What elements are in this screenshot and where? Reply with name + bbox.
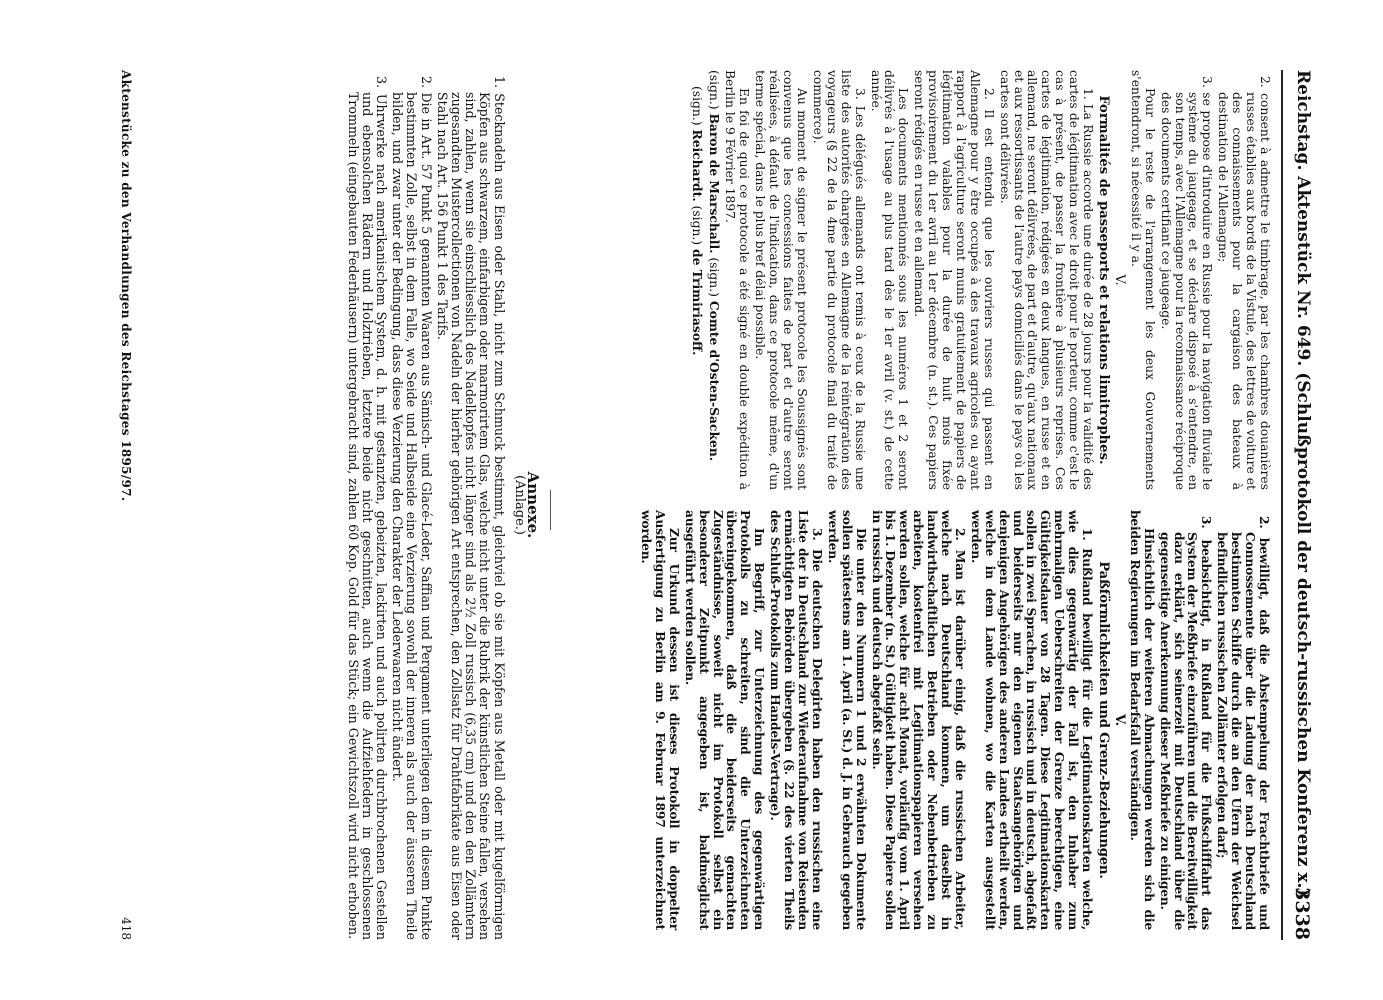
de-para-2: 2. Man ist darüber einig, daß die russischen Arbeiter, welche nach Deutschland kommen, um daselbst in landwirthschaftlichen Betrieben oder Nebenbetrieben zu arbeiten, kostenfrei mit Legitimationspapieren versehen werden sollen, welche für acht Monat, vorläufig vom 1. April bis 1. Dezember (n. St.) Gültigkeit haben. Diese Papiere sollen in russisch und deutsch abgefaßt sein.	[869, 510, 968, 930]
french-column	[687, 70, 1271, 490]
fr-section-title: Formalités de passeports et relations limitrophes.	[1096, 95, 1112, 465]
page-header	[1285, 70, 1317, 940]
de-item-2: 2. bewilligt, daß die Abstempelung der Frachtbriefe und Connossemente über die Ladung der nach Deutschland bestimmten Schiffe durch die an den Ufern der Weichsel befindlichen russischen Zollämter erfolgen darf;	[1215, 516, 1272, 930]
fr-para-5: Au moment de signer le présent protocole les Soussignés sont convenus que les concessions faites de part et d'autre seront réalisées, à défaut de l'indication, dans ce protocole même, d'un terme spécial, dans le plus bref délai possible.	[753, 70, 809, 490]
de-para-3: Die unter den Nummern 1 und 2 erwähnten Dokumente sollen spätestens am 1. April (a. St.) d. J. in Gebrauch gegeben werden.	[825, 510, 869, 930]
annex-item-2: 2. Die in Art. 57 Punkt 5 genannten Waaren aus Sämisch- und Glacé-Leder, Saffian und Pergament unterliegen dem in diesem Punkte bestimmten Zolle, selbst in dem Falle, wo Seide und Halbseide eine Verzierung sowohl der inneren als auch der äusseren Theile bilden, und zwar unter der Bedingung, dass diese Verzierung den Charakter der Lederwaaren nicht ändert.	[390, 76, 434, 940]
section-divider	[550, 490, 551, 530]
signatory-marschall: Baron de Marschall.	[706, 113, 722, 254]
de-para-rest: Hinsichtlich der weiteren Abmachungen werden sich die beiden Regierungen im Bedarfsfall verständigen.	[1127, 510, 1157, 930]
signatory-reichardt: Reichardt.	[689, 129, 705, 202]
annex-subtitle: (Anlage.)	[511, 475, 527, 535]
annex-item-3: 3. Uhrwerke nach amerikanischem System, d. h. mit gestanzten, gebeizten, lackirten und auch polirten durchbrochenen Gestellen und ebensolchen Rädern und Holztrieben, letztere beide nicht geschnitten, auch wenn die Aufziehfedern in geschlossenen Trommeln (eingebauten Federhäusern) untergebracht sind, zahlen 60 Kop. Gold für das Stück; ein Gewichtszoll wird nicht erhoben.	[345, 76, 389, 940]
sig-prefix: (sign.)	[689, 86, 704, 126]
fr-section-number: V.	[1111, 274, 1127, 286]
fr-signature-line-1	[706, 70, 721, 490]
german-column	[637, 510, 1271, 930]
de-para-6: Zur Urkund dessen ist dieses Protokoll in doppelter Ausfertigung zu Berlin am 9. Februar 1897 unterzeichnet worden.	[639, 510, 682, 930]
de-section-number: V.	[1111, 714, 1127, 726]
sig-prefix: (sign.)	[706, 70, 721, 110]
header-rule	[1281, 70, 1283, 940]
footer-title: Aktenstücke zu den Verhandlungen des Reichstages 1895/97.	[119, 70, 133, 502]
fr-para-1: 1. La Russie accorde une durée de 28 jours pour la validité des cartes de légitimation avec le droit pour le porteur, comme c'est le cas à présent, de passer la frontière à plusieurs reprises. Ces cartes de légitimation, rédigées en deux langues, en russe et en allemand, ne seront délivrées, de part et d'autre, qu'aux nationaux et aux ressortissants de l'autre pays domiciliés dans le pays où les cartes sont délivrées.	[997, 70, 1096, 490]
fr-para-6: En foi de quoi ce protocole a été signé en double expédition à Berlin le 9 Février 1897.	[723, 70, 752, 490]
fr-para-rest: Pour le reste de l'arrangement les deux Gouvernements s'entendront, si nécessité il y a.	[1128, 70, 1157, 490]
annex-item-1: 1. Stecknadeln aus Eisen oder Stahl, nicht zum Schmuck bestimmt, gleichviel ob sie mit Köpfen aus Metall oder mit kugelförmigen Köpfen aus schwarzem, einfarbigem oder marmorirtem Glas, welche nicht unter die Rubrik der künstlichen Steine fallen, versehen sind, zahlen, wenn sie einschliesslich des Nadelkopfes nicht länger sind als 2½ Zoll russisch (6,35 cm) und den den Zollämtern zugesandten Mustercollectionen von Nadeln der hierher gehörigen Art entsprechen, den Zollsatz für Drahtfabrikate aus Eisen oder Stahl nach Art. 156 Punkt 1 des Tarifs.	[434, 76, 507, 940]
page-number: 3338	[1291, 887, 1313, 940]
signatory-osten-sacken: Comte d'Osten-Sacken.	[706, 300, 722, 462]
de-para-1: 1. Rußland bewilligt für die Legitimationskarten welche, wie dies gegenwärtig der Fall ist, den Inhaber zum mehrmaligen Ueberschreiten der Grenze berechtigen, eine Gültigkeitsdauer von 28 Tagen. Diese Legitimationskarten sollen in zwei Sprachen, in russisch und in deutsch, abgefaßt und beiderseits nur den eigenen Staatsangehörigen und denjenigen Angehörigen des anderen Landes ertheilt werden, welche in dem Lande wohnen, wo die Karten ausgestellt werden.	[968, 510, 1096, 930]
de-para-4: 3. Die deutschen Delegirten haben den russischen eine Liste der in Deutschland zur Wiederaufnahme von Reisenden ermächtigten Behörden übergeben (§. 22 des vierten Theils des Schluß-Protokolls zum Handels-Vertrage).	[768, 510, 825, 930]
fr-item-3: 3. se propose d'introduire en Russie pour la navigation fluviale le système du jaugeage, et se déclare disposé à s'entendre, en son temps, avec l'Allemagne pour la reconnaissance réciproque des documents certifiant ce jaugeage.	[1158, 76, 1215, 490]
sig-prefix: (sign.)	[689, 205, 704, 246]
annex-section	[343, 70, 540, 940]
header-title: Reichstag. Aktenstück Nr. 649. (Schlußprotokoll der deutsch-russischen Konferenz x.)	[1293, 70, 1313, 897]
sig-prefix: (sign.)	[706, 257, 721, 297]
de-section-title: Paßförmlichkeiten und Grenz-Beziehungen.	[1096, 561, 1112, 879]
fr-signature-line-2	[689, 70, 704, 490]
fr-para-4: 3. Les délégués allemands ont remis à ceux de la Russie une liste des autorités chargées en Allemagne de la réintégration des voyageurs (§ 22 de la 4me partie du protocole final du traité de commerce).	[810, 70, 867, 490]
fr-para-2: 2. Il est entendu que les ouvriers russes qui passent en Allemagne pour y être occupés à des travaux agricoles ou ayant rapport à l'agriculture seront munis gratuitement de papiers de légitimation valables pour la durée de huit mois fixée provisoirement du 1er avril au 1er décembre (n. st.). Ces papiers seront rédigés en russe et en allemand.	[912, 70, 996, 490]
page-footer	[109, 70, 133, 940]
de-para-5: Im Begriff, zur Unterzeichnung des gegenwärtigen Protokolls zu schreiten, sind die Unterzeichneten übereingekommen, daß die beiderseits gemachten Zugeständnisse, soweit nicht im Protokoll selbst ein besonderer Zeitpunkt angegeben ist, baldmöglichst ausgeführt werden sollen.	[682, 510, 768, 930]
footer-page-number: 418	[119, 917, 133, 940]
fr-item-2: 2. consent à admettre le timbrage, par les chambres douanières russes établies aux bords de la Vistule, des lettres de voiture et des connaissements pour la cargaison des bateaux à destination de l'Allemagne;	[1216, 76, 1272, 490]
signatory-trimiriasoff: de Trimiriasoff.	[689, 249, 705, 356]
annex-title: Annexe.	[524, 471, 542, 539]
fr-para-3: Les documents mentionnés sous les numéros 1 et 2 seront délivrés à l'usage au plus tard dès le 1er avril (v. st.) de cette année.	[868, 70, 911, 490]
de-item-3: 3. beabsichtigt, in Rußland für die Flußschifffahrt das System der Meßbriefe einzuführen und die Bereitwilligkeit dazu erklärt, sich seinerzeit mit Deutschland über die gegenseitige Anerkennung dieser Meßbriefe zu einigen.	[1157, 516, 1215, 930]
